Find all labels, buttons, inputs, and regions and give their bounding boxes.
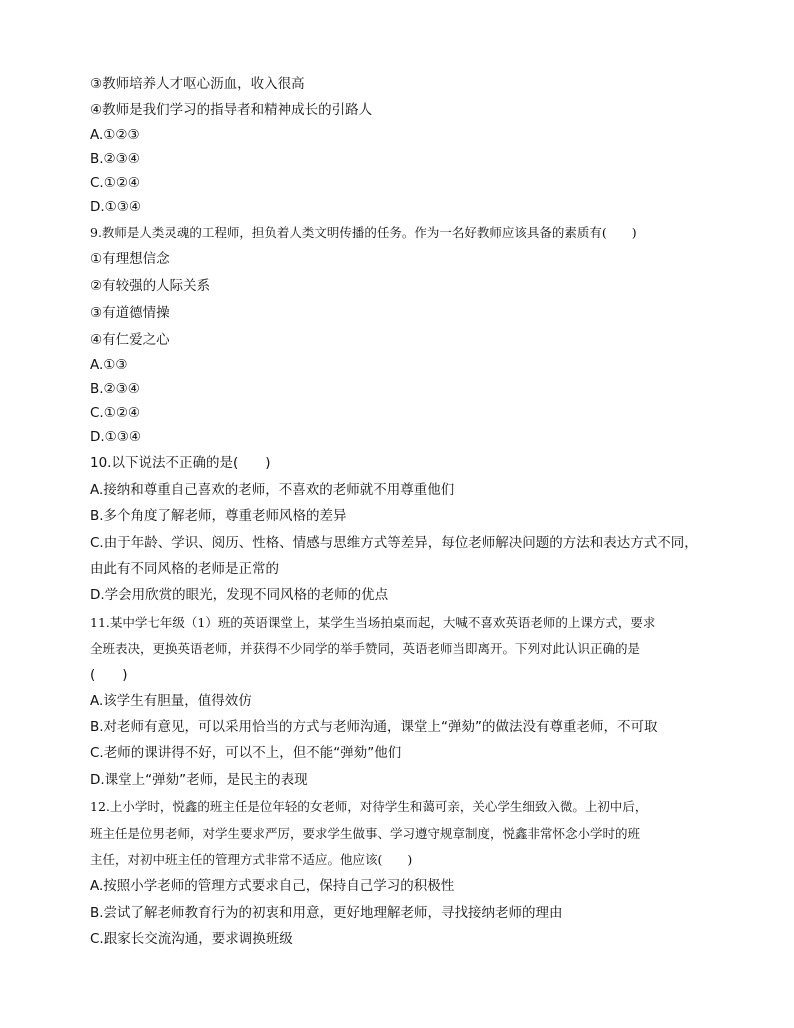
option-line: ②有较强的人际关系 bbox=[90, 278, 211, 294]
answer-choice: C.跟家长交流沟通，要求调换班级 bbox=[90, 931, 293, 947]
answer-paren: ( ) bbox=[90, 667, 128, 683]
answer-choice: B.②③④ bbox=[90, 381, 140, 397]
question-10-stem: 10.以下说法不正确的是( ) bbox=[90, 455, 271, 471]
answer-choice: C.由于年龄、学识、阅历、性格、情感与思维方式等差异，每位老师解决问题的方法和表达方式不同， bbox=[90, 535, 698, 551]
answer-choice: C.①②④ bbox=[90, 405, 141, 421]
answer-choice-continued: 由此有不同风格的老师是正常的 bbox=[90, 561, 279, 577]
option-line: ③有道德情操 bbox=[90, 305, 170, 321]
question-12-stem-continued: 主任，对初中班主任的管理方式非常不适应。他应该( ) bbox=[90, 852, 413, 867]
question-12-stem: 12.上小学时，悦鑫的班主任是位年轻的女老师，对待学生和蔼可亲，关心学生细致入微。上初中后， bbox=[90, 799, 648, 814]
answer-choice: D.①③④ bbox=[90, 199, 141, 215]
question-9-stem: 9.教师是人类灵魂的工程师，担负着人类文明传播的任务。作为一名好教师应该具备的素质有( ) bbox=[90, 225, 637, 240]
answer-choice: A.该学生有胆量，值得效仿 bbox=[90, 693, 252, 709]
option-line: ①有理想信念 bbox=[90, 251, 170, 267]
answer-choice: D.课堂上“弹劾”老师，是民主的表现 bbox=[90, 772, 308, 788]
answer-choice: A.①③ bbox=[90, 357, 128, 373]
option-line: ④教师是我们学习的指导者和精神成长的引路人 bbox=[90, 102, 373, 118]
question-12-stem-continued: 班主任是位男老师，对学生要求严厉，要求学生做事、学习遵守规章制度，悦鑫非常怀念小学时的班 bbox=[90, 826, 641, 841]
answer-choice: A.按照小学老师的管理方式要求自己，保持自己学习的积极性 bbox=[90, 878, 455, 894]
answer-choice: A.①②③ bbox=[90, 127, 140, 143]
question-11-stem: 11.某中学七年级（1）班的英语课堂上，某学生当场拍桌而起，大喊不喜欢英语老师的上课方式，要求 bbox=[90, 615, 656, 630]
answer-choice: B.尝试了解老师教育行为的初衷和用意，更好地理解老师，寻找接纳老师的理由 bbox=[90, 905, 563, 921]
answer-choice: D.①③④ bbox=[90, 429, 141, 445]
answer-choice: C.①②④ bbox=[90, 175, 141, 191]
answer-choice: B.②③④ bbox=[90, 151, 140, 167]
answer-choice: B.多个角度了解老师，尊重老师风格的差异 bbox=[90, 508, 347, 524]
answer-choice: C.老师的课讲得不好，可以不上，但不能“弹劾”他们 bbox=[90, 745, 402, 761]
answer-choice: D.学会用欣赏的眼光，发现不同风格的老师的优点 bbox=[90, 587, 389, 603]
answer-choice: A.接纳和尊重自己喜欢的老师，不喜欢的老师就不用尊重他们 bbox=[90, 482, 455, 498]
option-line: ④有仁爱之心 bbox=[90, 332, 170, 348]
option-line: ③教师培养人才呕心沥血，收入很高 bbox=[90, 76, 305, 92]
answer-choice: B.对老师有意见，可以采用恰当的方式与老师沟通，课堂上“弹劾”的做法没有尊重老师，不可取 bbox=[90, 719, 658, 735]
question-11-stem-continued: 全班表决，更换英语老师，并获得不少同学的举手赞同，英语老师当即离开。下列对此认识正确的是 bbox=[90, 641, 641, 656]
